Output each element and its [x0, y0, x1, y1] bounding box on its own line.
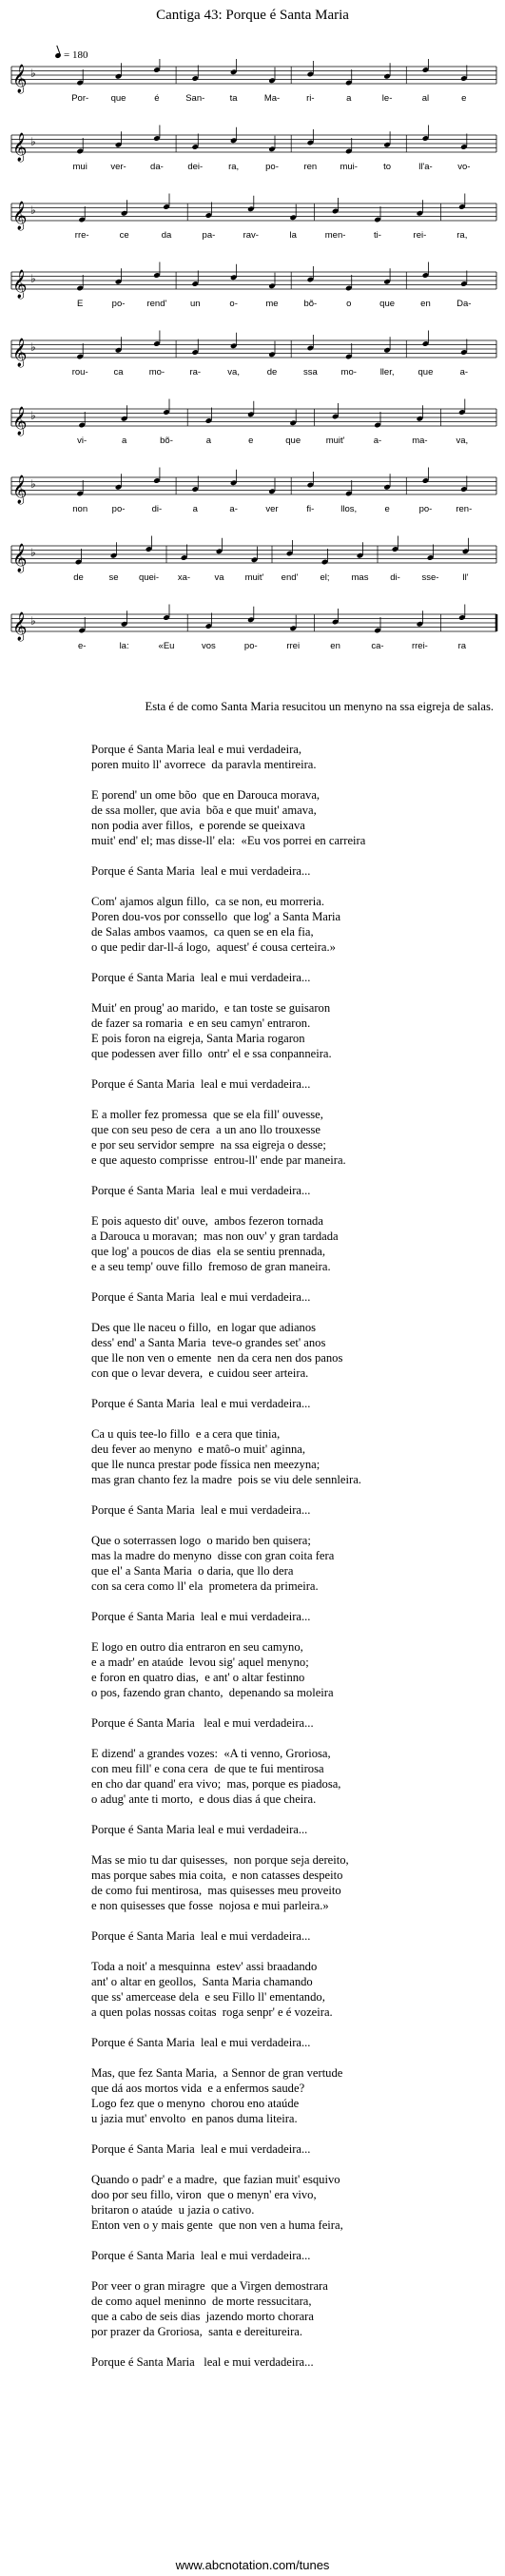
lyric-syllable: ra, — [456, 230, 468, 241]
verse-paragraph: Mas se mio tu dar quisesses, non porque seja dereito, mas porque sabes mia coita, e non catasses despeito de como fui mentirosa, mas quisesses meu proveito e non quisesses que fosse nojosa e mui parleira.» — [91, 1853, 349, 1912]
lyric-syllable: mui — [72, 162, 87, 172]
lyric-syllable: fi- — [306, 504, 315, 514]
treble-clef-icon: 𝄞 — [12, 270, 28, 299]
verse-paragraph: Quando o padr' e a madre, que fazian muit' esquivo doo por seu fillo, viron que o menyn' era vivo, britaron o ataúde u jazia o cativo. Enton ven o y mais gente que non ven a huma feira, — [91, 2173, 343, 2232]
verse-paragraph: Ca u quis tee-lo fillo e a cera que tinia, deu fever ao menyno e matô-o muit' aginna, que lle nunca prestar pode físsica nen meezyna; mas gran chanto fez la madre pois se viu dele sennleira. — [91, 1427, 361, 1486]
key-flat-icon: ♭ — [30, 546, 36, 559]
lyric-syllable: po- — [418, 504, 433, 514]
treble-clef-icon: 𝄞 — [12, 612, 28, 641]
lyric-syllable: ca — [113, 367, 124, 378]
lyric-syllable: le- — [381, 93, 393, 104]
lyric-syllable: rend' — [146, 299, 167, 309]
verse-paragraph: Porque é Santa Maria leal e mui verdadeira... — [91, 1184, 311, 1197]
key-flat-icon: ♭ — [30, 272, 36, 285]
staff-system — [11, 468, 496, 515]
lyric-syllable: xa- — [177, 572, 191, 583]
key-flat-icon: ♭ — [30, 340, 36, 354]
lyric-syllable: di- — [151, 504, 163, 514]
staff-system — [11, 605, 496, 652]
lyric-syllable: ra- — [189, 367, 202, 378]
lyric-syllable: un — [189, 299, 201, 309]
lyric-syllable: a — [205, 436, 212, 446]
lyric-syllable: va, — [227, 367, 240, 378]
staff-system — [11, 194, 496, 242]
lyric-syllable: vos — [202, 641, 216, 651]
verse-paragraph: Porque é Santa Maria leal e mui verdadeira, poren muito ll' avorrece da paravla mentireira. — [91, 743, 317, 771]
verse-paragraph: Porque é Santa Maria leal e mui verdadeira... — [91, 1929, 311, 1943]
verse-paragraph: Por veer o gran miragre que a Virgen demostrara de como aquel meninno de morte ressucitara, que a cabo de seis dias jazendo morto chorara por prazer da Groriosa, santa e dereitureira. — [91, 2279, 328, 2338]
lyric-syllable: de — [266, 367, 278, 378]
lyric-syllable: que — [285, 436, 301, 446]
lyric-syllable: rre- — [74, 230, 89, 241]
lyrics-block — [91, 742, 491, 2385]
lyric-syllable: ren — [303, 162, 318, 172]
verse-paragraph: Porque é Santa Maria leal e mui verdadeira... — [91, 971, 311, 984]
lyric-syllable: men- — [324, 230, 346, 241]
lyric-syllable: ll' — [462, 572, 469, 583]
lyric-syllable: se — [108, 572, 119, 583]
lyric-syllable: que — [110, 93, 126, 104]
staff-system — [11, 59, 496, 104]
verse-paragraph: Que o soterrassen logo o marido ben quisera; mas la madre do menyno disse con gran coita fera que el' a Santa Maria o daria, que llo dera con sa cera como ll' ela prometera da primeira. — [91, 1534, 335, 1593]
verse-paragraph: Porque é Santa Maria leal e mui verdadeira... — [91, 1397, 311, 1410]
lyric-syllable: llos, — [340, 504, 358, 514]
treble-clef-icon: 𝄞 — [12, 339, 28, 367]
verse-paragraph: Porque é Santa Maria leal e mui verdadeira... — [91, 1077, 311, 1091]
lyric-syllable: Ma- — [263, 93, 281, 104]
lyric-syllable: sse- — [421, 572, 439, 583]
lyric-syllable: «Eu — [158, 641, 175, 651]
treble-clef-icon: 𝄞 — [12, 65, 28, 93]
lyric-syllable: po- — [265, 162, 279, 172]
lyric-syllable: a — [346, 93, 352, 104]
source-footer: www.abcnotation.com/tunes — [175, 2558, 330, 2572]
treble-clef-icon: 𝄞 — [12, 544, 28, 572]
verse-paragraph: E pois aquesto dit' ouve, ambos fezeron tornada a Darouca u moravan; mas non ouv' y gran tardada que log' a poucos de dias ela se sentiu prennada, e a seu temp' ouve fillo fremoso de gran maneira. — [91, 1214, 339, 1273]
lyric-syllable: ver- — [110, 162, 126, 172]
key-flat-icon: ♭ — [30, 409, 36, 422]
lyric-syllable: a — [192, 504, 198, 514]
verse-paragraph: Porque é Santa Maria leal e mui verdadeira... — [91, 1290, 311, 1304]
lyric-syllable: po- — [243, 641, 258, 651]
lyric-syllable: dei- — [187, 162, 204, 172]
lyric-syllable: ce — [119, 230, 129, 241]
lyric-syllable: to — [383, 162, 392, 172]
lyric-syllable: di- — [390, 572, 400, 583]
lyric-syllable: mui- — [340, 162, 358, 172]
verse-paragraph: Porque é Santa Maria leal e mui verdadeira... — [91, 1503, 311, 1517]
lyric-syllable: de — [73, 572, 84, 583]
treble-clef-icon: 𝄞 — [12, 202, 28, 230]
lyric-syllable: e — [384, 504, 390, 514]
lyric-syllable: end' — [281, 572, 299, 583]
lyric-syllable: rav- — [243, 230, 259, 241]
lyric-syllable: ma- — [412, 436, 428, 446]
verse-paragraph: Porque é Santa Maria leal e mui verdadeira... — [91, 864, 311, 878]
verse-paragraph: Porque é Santa Maria leal e mui verdadeira... — [91, 2142, 311, 2156]
lyric-syllable: e — [461, 93, 467, 104]
verse-paragraph: Muit' en proug' ao marido, e tan toste se guisaron de fazer sa romaria e en seu camyn' entraron. E pois foron na eigreja, Santa Maria rogaron que podessen aver fillo ontr' el e ssa conpanneira. — [91, 1001, 332, 1060]
verse-paragraph: Porque é Santa Maria leal e mui verdadeira... — [91, 1610, 311, 1623]
lyric-syllable: quei- — [138, 572, 160, 583]
lyric-syllable: ll'a- — [418, 162, 433, 172]
staff-system — [11, 262, 496, 310]
lyric-syllable: la — [289, 230, 297, 241]
lyric-syllable: la: — [119, 641, 129, 651]
lyric-syllable: a- — [459, 367, 469, 378]
verse-paragraph: Porque é Santa Maria leal e mui verdadeira... — [91, 2355, 314, 2369]
lyric-syllable: o- — [229, 299, 238, 309]
lyric-syllable: pa- — [202, 230, 216, 241]
lyric-syllable: va, — [456, 436, 469, 446]
verse-paragraph: Toda a noit' a mesquinna estev' assi braadando ant' o altar en geollos, Santa Maria chamando que ss' amercease dela e seu Fillo ll' ementando, a quen polas nossas coitas roga senpr' e é vozeira. — [91, 1960, 333, 2019]
lyric-syllable: ri- — [306, 93, 315, 104]
lyric-syllable: en — [330, 641, 340, 651]
lyric-syllable: ca- — [371, 641, 384, 651]
lyric-syllable: a- — [373, 436, 382, 446]
treble-clef-icon: 𝄞 — [12, 407, 28, 436]
quarter-note-icon — [54, 52, 61, 59]
key-flat-icon: ♭ — [30, 135, 36, 148]
lyric-syllable: a- — [229, 504, 238, 514]
lyric-syllable: me — [265, 299, 279, 309]
lyric-syllable: rrei — [286, 641, 301, 651]
lyric-syllable: ra — [457, 641, 467, 651]
lyric-syllable: rou- — [71, 367, 88, 378]
verse-paragraph: Porque é Santa Maria leal e mui verdadeira... — [91, 2036, 311, 2049]
verse-paragraph: Porque é Santa Maria leal e mui verdadeira... — [91, 2249, 311, 2262]
lyric-syllable: mas — [351, 572, 369, 583]
lyric-syllable: o — [346, 299, 352, 309]
lyric-syllable: muit' — [325, 436, 345, 446]
tempo-value: = 180 — [64, 49, 88, 61]
sheet-music — [0, 59, 505, 687]
lyric-syllable: é — [154, 93, 160, 104]
lyric-syllable: en — [420, 299, 431, 309]
lyric-syllable: que — [379, 299, 396, 309]
treble-clef-icon: 𝄞 — [12, 133, 28, 162]
lyric-syllable: Por- — [71, 93, 89, 104]
lyric-syllable: Da- — [456, 299, 472, 309]
key-flat-icon: ♭ — [30, 477, 36, 491]
verse-paragraph: Mas, que fez Santa Maria, a Sennor de gran vertude que dá aos mortos vida e a enfermos saude? Logo fez que o menyno chorou eno ataúde u jazia mut' envolto en panos duma liteira. — [91, 2066, 343, 2125]
key-flat-icon: ♭ — [30, 614, 36, 628]
lyric-syllable: e — [248, 436, 254, 446]
lyric-syllable: a — [121, 436, 127, 446]
lyric-syllable: bõ- — [303, 299, 318, 309]
verse-paragraph: E porend' un ome bõo que en Darouca morava, de ssa moller, que avia bõa e que muit' amava, non podia aver fillos, e porende se queixava muit' end' el; mas disse-ll' ela: «Eu vos porrei en carreira — [91, 788, 366, 847]
lyric-syllable: San- — [185, 93, 205, 104]
staff-system — [11, 331, 496, 378]
lyric-syllable: ra, — [228, 162, 240, 172]
verse-paragraph: Com' ajamos algun fillo, ca se non, eu morreria. Poren dou-vos por conssello que log' a Santa Maria de Salas ambos vaamos, ca quen se en ela fia, o que pedir dar-ll-á logo, aquest' é cousa certeira.» — [91, 895, 341, 954]
lyric-syllable: vi- — [77, 436, 87, 446]
lyric-syllable: non — [72, 504, 88, 514]
lyric-syllable: el; — [320, 572, 330, 583]
intro-text: Esta é de como Santa Maria resucitou un menyno na ssa eigreja de salas. — [145, 700, 494, 713]
key-flat-icon: ♭ — [30, 203, 36, 217]
lyric-syllable: ssa — [302, 367, 318, 378]
lyric-syllable: e- — [77, 641, 87, 651]
tune-title: Cantiga 43: Porque é Santa Maria — [156, 8, 349, 23]
lyric-syllable: ller, — [379, 367, 395, 378]
lyric-syllable: da- — [150, 162, 164, 172]
lyric-syllable: vo- — [457, 162, 471, 172]
lyric-syllable: muit' — [244, 572, 264, 583]
verse-paragraph: E logo en outro dia entraron en seu camyno, e a madr' en ataúde levou sig' aquel menyno; e foron en quatro dias, e ant' o altar festinno o pos, fazendo gran chanto, depenando sa moleira — [91, 1640, 334, 1699]
verse-paragraph: Des que lle naceu o fillo, en logar que adianos dess' end' a Santa Maria teve-o grandes set' anos que lle non ven o emente nen da cera nen dos panos con que o levar devera, e cuidou seer arteira. — [91, 1321, 343, 1380]
staff-system — [11, 399, 496, 447]
lyric-syllable: po- — [111, 504, 126, 514]
verse-paragraph: E a moller fez promessa que se ela fill' ouvesse, que con seu peso de cera a un ano llo trouxesse e por seu servidor sempre na ssa eigreja o desse; e que aquesto comprisse entrou-ll' ende par maneira. — [91, 1108, 346, 1167]
lyric-syllable: al — [421, 93, 430, 104]
key-flat-icon: ♭ — [30, 67, 36, 80]
verse-paragraph: Porque é Santa Maria leal e mui verdadeira... — [91, 1716, 314, 1730]
lyric-syllable: bõ- — [160, 436, 173, 446]
lyric-syllable: mo- — [148, 367, 165, 378]
lyric-syllable: rrei- — [411, 641, 428, 651]
lyric-syllable: ren- — [456, 504, 473, 514]
lyric-syllable: ta — [229, 93, 238, 104]
lyric-syllable: rei- — [413, 230, 427, 241]
lyric-syllable: que — [418, 367, 434, 378]
staff-system — [11, 126, 496, 173]
staff-system — [11, 536, 496, 584]
verse-paragraph: Porque é Santa Maria leal e mui verdadeira... — [91, 1823, 308, 1836]
verse-paragraph: E dizend' a grandes vozes: «A ti venno, Groriosa, con meu fill' e cona cera de que te fui mentirosa en cho dar quand' era vivo; mas, porque es piadosa, o adug' ante ti morto, e dous dias á que cheira. — [91, 1747, 341, 1806]
lyric-syllable: ti- — [374, 230, 381, 241]
lyric-syllable: mo- — [340, 367, 357, 378]
treble-clef-icon: 𝄞 — [12, 475, 28, 504]
lyric-syllable: po- — [111, 299, 126, 309]
lyric-syllable: ver — [265, 504, 279, 514]
lyric-syllable: da — [161, 230, 172, 241]
lyric-syllable: E — [77, 299, 84, 309]
lyric-syllable: va — [214, 572, 224, 583]
